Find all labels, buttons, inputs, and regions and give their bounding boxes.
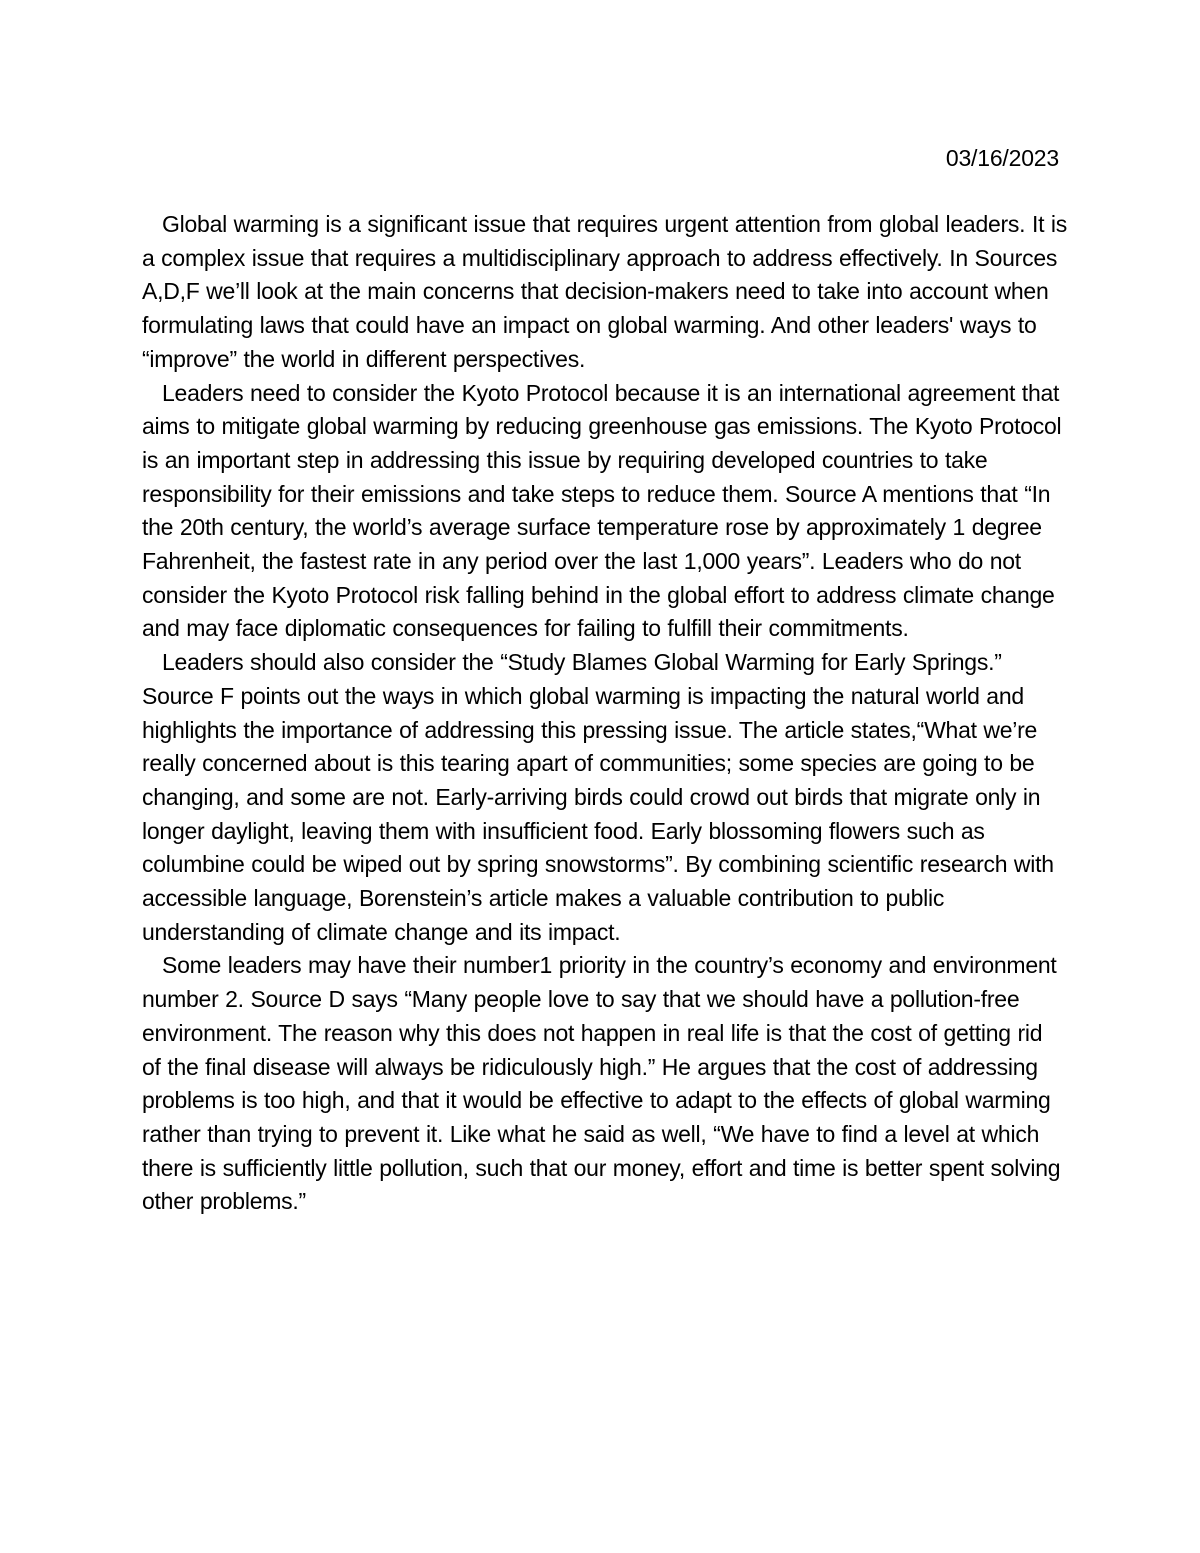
paragraph-early-springs: Leaders should also consider the “Study Blames Global Warming for Early Springs.” Source F points out the ways in which global warming is impacting the natural world and highlights the importance of addressing this pressing issue. The article states,“What we’re really concerned about is this tearing apart of communities; some species are going to be changing, and some are not. Early-arriving birds could crowd out birds that migrate only in longer daylight, leaving them with insufficient food. Early blossoming flowers such as columbine could be wiped out by spring snowstorms”. By combining scientific research with accessible language, Borenstein’s article makes a valuable contribution to public understanding of climate change and its impact. [142, 649, 1054, 945]
paragraph-intro: Global warming is a significant issue that requires urgent attention from global leaders. It is a complex issue that requires a multidisciplinary approach to address effectively. In Sources A,D,F we’ll look at the main concerns that decision-makers need to take into account when formulating laws that could have an impact on global warming. And other leaders' ways to “improve” the world in different perspectives. [142, 211, 1067, 372]
paragraph-economy: Some leaders may have their number1 priority in the country’s economy and environment number 2. Source D says “Many people love to say that we should have a pollution-free environment. The reason why this does not happen in real life is that the cost of getting rid of the final disease will always be ridiculously high.” He argues that the cost of addressing problems is too high, and that it would be effective to adapt to the effects of global warming rather than trying to prevent it. Like what he said as well, “We have to find a level at which there is sufficiently little pollution, such that our money, effort and time is better spent solving other problems.” [142, 952, 1061, 1215]
paragraph-kyoto-protocol: Leaders need to consider the Kyoto Protocol because it is an international agreement that aims to mitigate global warming by reducing greenhouse gas emissions. The Kyoto Protocol is an important step in addressing this issue by requiring developed countries to take responsibility for their emissions and take steps to reduce them. Source A mentions that “In the 20th century, the world’s average surface temperature rose by approximately 1 degree Fahrenheit, the fastest rate in any period over the last 1,000 years”. Leaders who do not consider the Kyoto Protocol risk falling behind in the global effort to address climate change and may face diplomatic consequences for failing to fulfill their commitments. [142, 379, 1062, 642]
document-date: 03/16/2023 [945, 145, 1059, 171]
document-body [142, 208, 1067, 1219]
